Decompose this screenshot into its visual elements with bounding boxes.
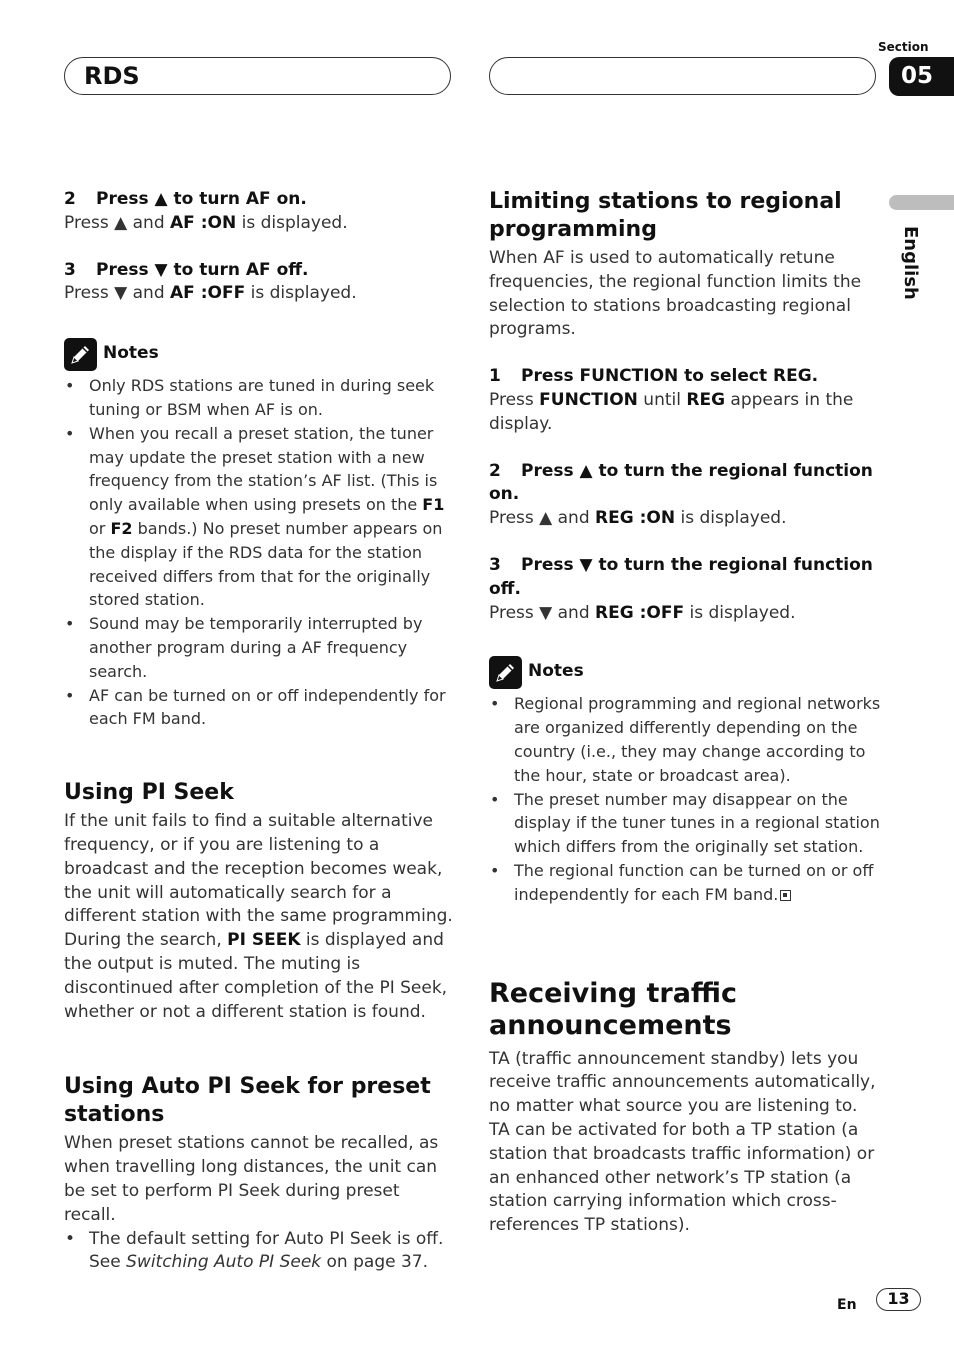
notes-list (489, 692, 881, 906)
heading-traffic: Receiving traffic announcements (489, 977, 738, 1041)
auto-pi-seek-body: When preset stations cannot be recalled, as when travelling long distances, the unit can be set to perform PI Seek during preset recall. (64, 1133, 439, 1225)
list-item: • The regional function can be turned on or off independently for each FM band. (489, 859, 881, 907)
list-item: • When you recall a preset station, the tuner may update the preset station with a new frequency from the station’s AF list. (This is only available when using presets on the F1 or F2 bands.) No preset number appears on the display if the RDS data for the station received differs from that for the originally stored station. (64, 422, 456, 612)
step-3-regional-result: Press ▼ and REG :OFF is displayed. (489, 602, 796, 623)
step-2-result: Press ▲ and AF :ON is displayed. (64, 212, 348, 233)
list-item: • Regional programming and regional networks are organized differently depending on the country (i.e., they may change according to the hour, state or broadcast area). (489, 692, 881, 787)
end-mark-icon (780, 890, 791, 901)
step-2-af-on: 2 Press ▲ to turn AF on. (64, 189, 307, 209)
step-1-function: 1 Press FUNCTION to select REG. (489, 366, 819, 387)
list-item: • Only RDS stations are tuned in during seek tuning or BSM when AF is on. (64, 374, 456, 422)
step-2-regional-result: Press ▲ and REG :ON is displayed. (489, 508, 787, 529)
notes-header: Notes (489, 655, 881, 689)
left-column (64, 188, 456, 1275)
notes-header: Notes (64, 337, 456, 371)
list-item: • AF can be turned on or off independently for each FM band. (64, 684, 456, 732)
section-number-badge: 05 (889, 57, 954, 96)
list-item: • The preset number may disappear on the display if the tuner tunes in a regional station which differs from the originally set station. (489, 788, 881, 859)
section-label: Section (878, 40, 929, 54)
pencil-icon (489, 656, 522, 689)
traffic-body: TA (traffic announcement standby) lets you receive traffic announcements automatically, no matter what source you are listening to. TA can be activated for both a TP station (a station that broadcasts traffic information) or an enhanced other network’s TP station (a station carrying information which cross-references TP stations). (489, 1048, 876, 1236)
step-3-af-off: 3 Press ▼ to turn AF off. (64, 259, 309, 280)
page-title: RDS (84, 62, 140, 90)
regional-body: When AF is used to automatically retune frequencies, the regional function limits the selection to stations broadcasting regional programs. (489, 248, 862, 340)
heading-auto-pi-seek: Using Auto PI Seek for preset stations (64, 1074, 431, 1128)
step-3-regional-off: 3 Press ▼ to turn the regional function off. (489, 554, 873, 599)
list-item: • Sound may be temporarily interrupted by another program during a AF frequency search. (64, 612, 456, 683)
step-2-regional-on: 2 Press ▲ to turn the regional function on. (489, 460, 873, 505)
language-tab: English (900, 226, 921, 300)
language-tab-marker (889, 195, 954, 210)
pi-seek-body: If the unit fails to find a suitable alternative frequency, or if you are listening to a broadcast and the reception becomes weak, the unit will automatically search for a different station with the same programming. During the search, PI SEEK is displayed and the output is muted. The muting is discontinued after completion of the PI Seek, whether or not a different station is found. (64, 811, 453, 1022)
header-blank-frame (489, 57, 876, 95)
auto-pi-list (64, 1228, 456, 1276)
pencil-icon (64, 338, 97, 371)
list-item: • The default setting for Auto PI Seek is off. See Switching Auto PI Seek on page 37. (64, 1228, 456, 1276)
right-column (489, 188, 881, 1238)
notes-list (64, 374, 456, 731)
step-3-result: Press ▼ and AF :OFF is displayed. (64, 283, 357, 304)
heading-pi-seek: Using PI Seek (64, 780, 234, 806)
page-number: 13 (876, 1288, 921, 1311)
footer-language: En (837, 1297, 857, 1313)
heading-regional: Limiting stations to regional programming (489, 189, 842, 242)
step-1-result: Press FUNCTION until REG appears in the display. (489, 389, 854, 434)
